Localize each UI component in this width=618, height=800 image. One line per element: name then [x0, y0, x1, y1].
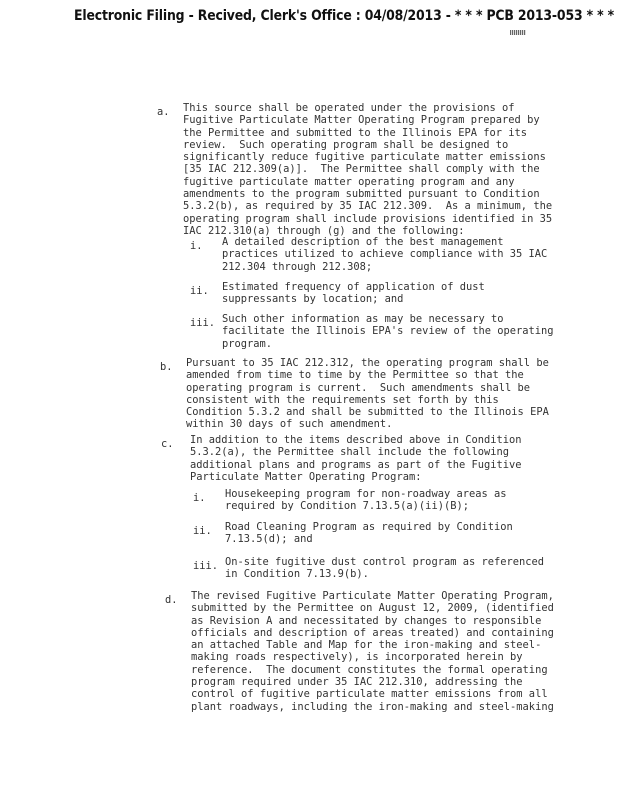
text-line: Fugitive Particulate Matter Operating Program prepared by: [183, 114, 540, 127]
text-line: practices utilized to achieve compliance with 35 IAC: [222, 248, 548, 261]
text-line: an attached Table and Map for the iron-making and steel-: [191, 639, 542, 652]
text-line: officials and description of areas treated) and containing: [191, 626, 554, 639]
text-line: In addition to the items described above in Condition: [190, 434, 522, 446]
text-line: required by Condition 7.13.5(a)(ii)(B);: [225, 500, 469, 513]
paragraph-c-text: [190, 434, 522, 483]
subitem-a-ii-text: [222, 281, 485, 306]
text-line: 212.304 through 212.308;: [222, 260, 373, 273]
text-line: operating program shall include provisions identified in 35: [183, 212, 553, 225]
subitem-c-ii-marker: ii.: [193, 525, 212, 537]
paragraph-b-text: [186, 357, 549, 431]
text-line: Road Cleaning Program as required by Condition: [225, 521, 513, 533]
text-line: Pursuant to 35 IAC 212.312, the operating program shall be: [186, 357, 549, 369]
text-line: This source shall be operated under the provisions of: [183, 102, 515, 114]
subitem-a-i-text: [222, 236, 547, 273]
paragraph-a-text: [183, 102, 552, 237]
subitem-c-ii-text: [225, 521, 513, 546]
text-line: Estimated frequency of application of dust: [222, 281, 485, 293]
subitem-c-iii-text: [225, 556, 544, 581]
text-line: plant roadways, including the iron-making and steel-making: [191, 700, 554, 713]
text-line: fugitive particulate matter operating program and any: [183, 175, 515, 188]
text-line: Such other information as may be necessary to: [222, 313, 504, 325]
paragraph-d-text: [191, 590, 554, 713]
text-line: [35 IAC 212.309(a)]. The Permittee shall comply with the: [183, 163, 540, 176]
text-line: submitted by the Permittee on August 12, 2009, (identified: [191, 602, 554, 615]
paragraph-c-marker: c.: [161, 438, 174, 450]
text-line: Housekeeping program for non-roadway areas as: [225, 488, 507, 500]
text-line: program required under 35 IAC 212.310, addressing the: [191, 676, 523, 689]
text-line: Particulate Matter Operating Program:: [190, 470, 422, 483]
paragraph-d-marker: d.: [165, 594, 178, 606]
subitem-a-iii-text: [222, 313, 554, 350]
subitem-a-ii-marker: ii.: [190, 285, 209, 297]
text-line: 7.13.5(d); and: [225, 533, 313, 546]
text-line: Condition 5.3.2 and shall be submitted to the Illinois EPA: [186, 406, 549, 419]
text-line: as Revision A and necessitated by changes to responsible: [191, 614, 542, 627]
text-line: significantly reduce fugitive particulate matter emissions: [183, 151, 546, 164]
text-line: the Permittee and submitted to the Illinois EPA for its: [183, 126, 528, 139]
scan-stamp-mark: [510, 30, 526, 35]
paragraph-a-marker: a.: [157, 106, 170, 118]
paragraph-b-marker: b.: [160, 361, 173, 373]
text-line: in Condition 7.13.9(b).: [225, 568, 369, 581]
text-line: making roads respectively), is incorporated herein by: [191, 651, 523, 664]
subitem-c-i-text: [225, 488, 507, 513]
text-line: operating program is current. Such amendments shall be: [186, 381, 531, 394]
text-line: The revised Fugitive Particulate Matter Operating Program,: [191, 590, 554, 602]
text-line: review. Such operating program shall be designed to: [183, 138, 509, 151]
text-line: amendments to the program submitted pursuant to Condition: [183, 188, 540, 201]
text-line: suppressants by location; and: [222, 293, 404, 306]
text-line: within 30 days of such amendment.: [186, 418, 393, 431]
text-line: amended from time to time by the Permittee so that the: [186, 369, 524, 382]
text-line: consistent with the requirements set forth by this: [186, 393, 499, 406]
text-line: A detailed description of the best management: [222, 236, 504, 248]
text-line: 5.3.2(a), the Permittee shall include the following: [190, 446, 510, 459]
text-line: program.: [222, 337, 273, 350]
subitem-c-i-marker: i.: [193, 492, 206, 504]
text-line: On-site fugitive dust control program as referenced: [225, 556, 545, 568]
filing-header: Electronic Filing - Recived, Clerk's Office : 04/08/2013 - * * * PCB 2013-053 * * *: [74, 8, 615, 24]
text-line: reference. The document constitutes the formal operating: [191, 663, 548, 676]
text-line: additional plans and programs as part of the Fugitive: [190, 458, 522, 471]
text-line: IAC 212.310(a) through (g) and the following:: [183, 224, 465, 237]
subitem-a-iii-marker: iii.: [190, 317, 216, 329]
text-line: control of fugitive particulate matter emissions from all: [191, 688, 548, 701]
text-line: 5.3.2(b), as required by 35 IAC 212.309. As a minimum, the: [183, 200, 553, 213]
text-line: facilitate the Illinois EPA's review of the operating: [222, 325, 554, 338]
subitem-c-iii-marker: iii.: [193, 560, 219, 572]
subitem-a-i-marker: i.: [190, 240, 203, 252]
